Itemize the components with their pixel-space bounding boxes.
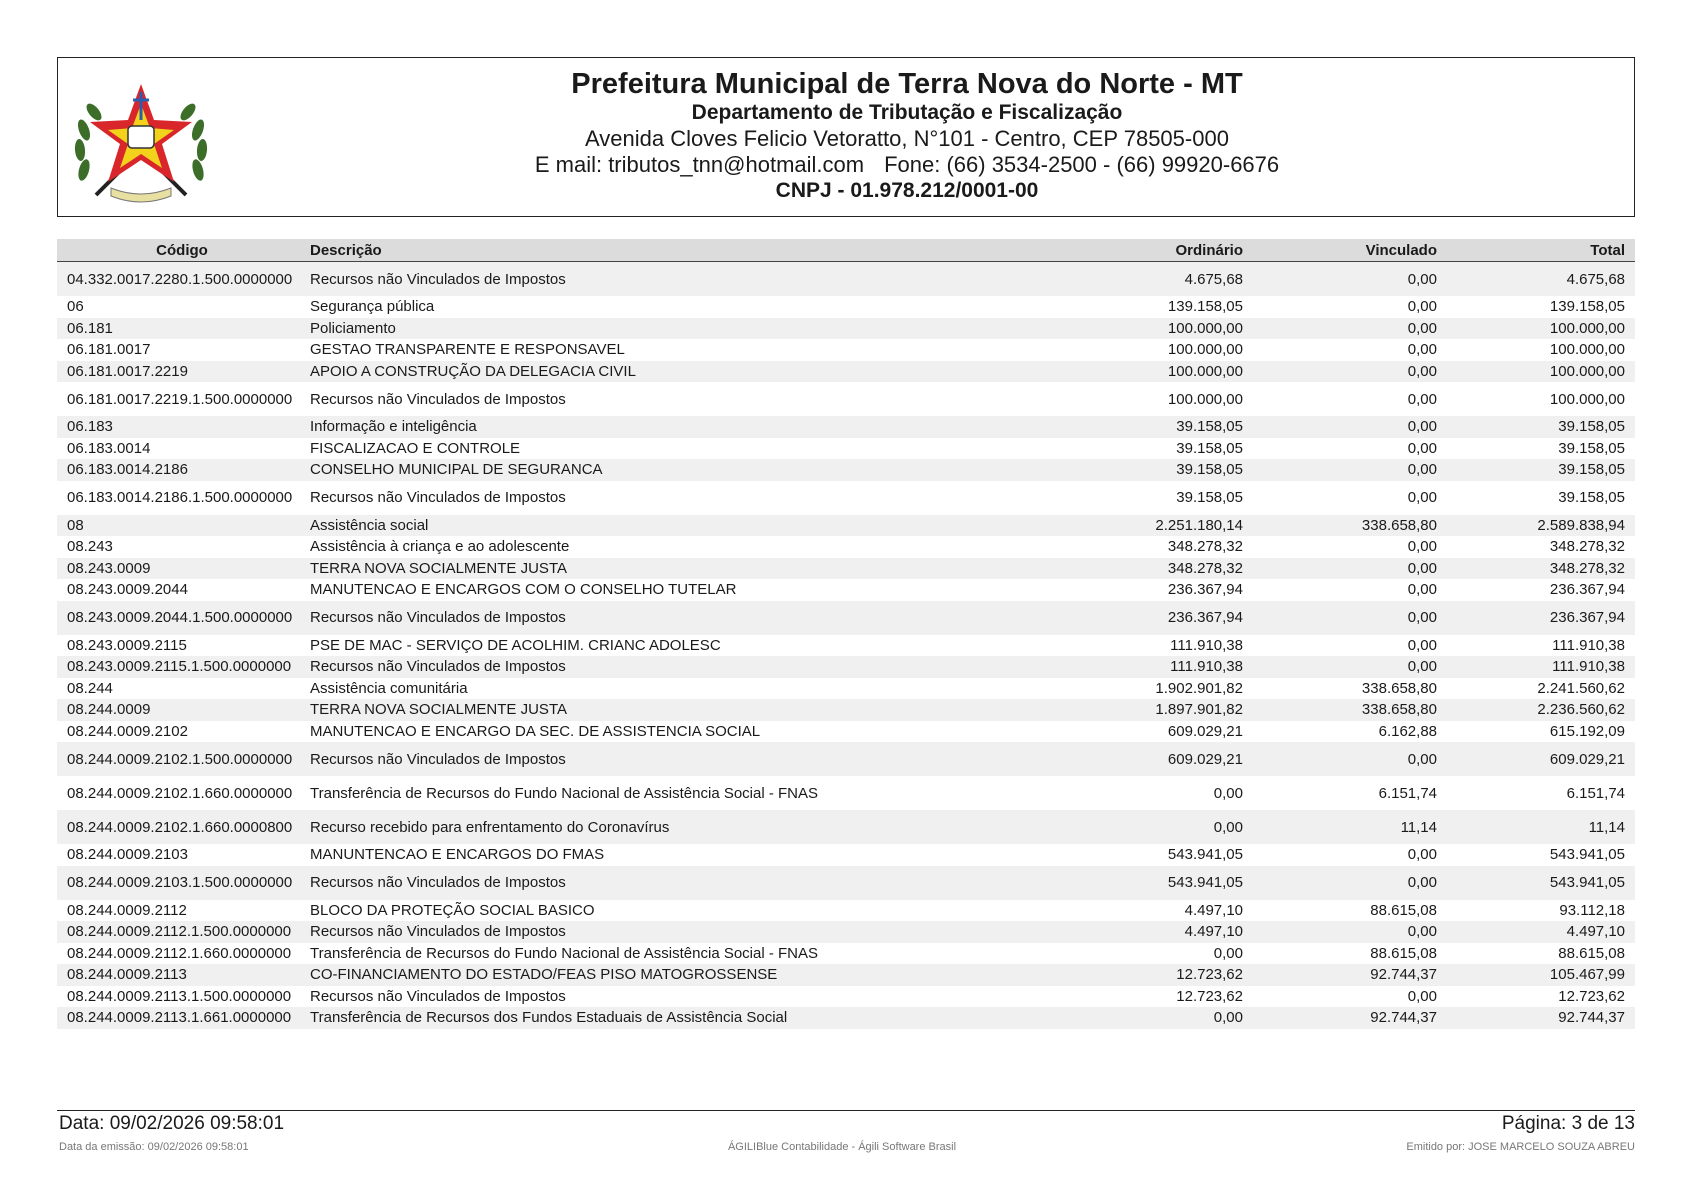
cell-description: Transferência de Recursos do Fundo Nacional de Assistência Social - FNAS xyxy=(310,784,819,802)
cell-code: 08.243.0009.2044 xyxy=(67,581,188,599)
cell-ordinario: 100.000,00 xyxy=(1167,341,1243,359)
cell-ordinario: 0,00 xyxy=(1213,944,1243,962)
cell-description: Assistência à criança e ao adolescente xyxy=(310,538,570,556)
footer-date: Data: 09/02/2026 09:58:01 xyxy=(59,1113,285,1134)
cell-total: 100.000,00 xyxy=(1549,319,1625,337)
cell-total: 4.497,10 xyxy=(1566,923,1625,941)
software-credit: ÁGILIBlue Contabilidade - Ágili Software Brasil xyxy=(727,1141,957,1153)
cell-description: Transferência de Recursos dos Fundos Estaduais de Assistência Social xyxy=(310,1009,788,1027)
table-row xyxy=(57,579,1635,601)
cell-code: 08.243 xyxy=(67,538,113,556)
cell-total: 88.615,08 xyxy=(1558,944,1625,962)
cell-vinculado: 0,00 xyxy=(1407,581,1437,599)
budget-table xyxy=(57,239,1635,1029)
table-row xyxy=(57,296,1635,318)
cell-total: 100.000,00 xyxy=(1549,362,1625,380)
cell-total: 93.112,18 xyxy=(1559,901,1625,919)
cell-description: Recursos não Vinculados de Impostos xyxy=(310,874,566,891)
cell-vinculado: 88.615,08 xyxy=(1370,944,1437,962)
cell-total: 139.158,05 xyxy=(1549,298,1625,316)
table-body xyxy=(57,262,1635,1029)
column-header-code: Código xyxy=(156,241,208,259)
cell-description: Recursos não Vinculados de Impostos xyxy=(310,609,566,626)
cell-vinculado: 0,00 xyxy=(1407,923,1437,941)
cell-description: PSE DE MAC - SERVIÇO DE ACOLHIM. CRIANC ADOLESC xyxy=(310,636,721,654)
cell-description: FISCALIZACAO E CONTROLE xyxy=(310,439,521,457)
cell-code: 08.244.0009.2103.1.500.0000000 xyxy=(67,874,293,891)
cell-code: 08.243.0009 xyxy=(67,559,151,577)
cell-total: 543.941,05 xyxy=(1549,846,1625,864)
cell-total: 111.910,38 xyxy=(1552,658,1625,676)
cell-ordinario: 100.000,00 xyxy=(1167,319,1243,337)
cell-ordinario: 12.723,62 xyxy=(1176,987,1243,1005)
table-row xyxy=(57,721,1635,743)
cell-code: 06.181.0017 xyxy=(67,341,151,359)
cell-code: 08.244.0009.2113.1.500.0000000 xyxy=(67,987,292,1005)
cell-description: CO-FINANCIAMENTO DO ESTADO/FEAS PISO MATOGROSSENSE xyxy=(310,966,778,984)
cnpj-line: CNPJ - 01.978.212/0001-00 xyxy=(775,179,1039,202)
table-row xyxy=(57,776,1635,810)
cell-code: 08.244.0009.2112.1.500.0000000 xyxy=(67,923,292,941)
table-row xyxy=(57,943,1635,965)
cell-description: Transferência de Recursos do Fundo Nacional de Assistência Social - FNAS xyxy=(310,944,819,962)
column-header-total: Total xyxy=(1590,241,1625,259)
cell-code: 08.244.0009.2112 xyxy=(67,901,187,919)
table-row xyxy=(57,866,1635,900)
page-number: Página: 3 de 13 xyxy=(1501,1113,1635,1134)
email-text: E mail: tributos_tnn@hotmail.com xyxy=(534,152,865,177)
cell-total: 100.000,00 xyxy=(1549,390,1625,408)
municipality-title: Prefeitura Municipal de Terra Nova do Norte - MT xyxy=(571,68,1243,100)
table-row xyxy=(57,810,1635,844)
cell-total: 609.029,21 xyxy=(1549,750,1625,768)
table-row xyxy=(57,339,1635,361)
cell-ordinario: 4.497,10 xyxy=(1184,923,1243,941)
cell-total: 11,14 xyxy=(1588,818,1625,836)
cell-ordinario: 236.367,94 xyxy=(1167,609,1243,626)
cell-description: Recursos não Vinculados de Impostos xyxy=(310,658,566,676)
cell-ordinario: 39.158,05 xyxy=(1176,461,1243,479)
cell-total: 4.675,68 xyxy=(1566,270,1625,288)
table-row xyxy=(57,382,1635,416)
cell-total: 39.158,05 xyxy=(1558,489,1625,506)
issued-by: Emitido por: JOSE MARCELO SOUZA ABREU xyxy=(1406,1141,1635,1153)
table-row xyxy=(57,318,1635,340)
table-row xyxy=(57,558,1635,580)
cell-vinculado: 0,00 xyxy=(1407,846,1437,864)
cell-ordinario: 348.278,32 xyxy=(1167,538,1243,556)
cell-code: 06 xyxy=(67,298,84,316)
cell-description: Segurança pública xyxy=(310,298,435,316)
cell-description: Policiamento xyxy=(310,319,396,337)
cell-description: Assistência comunitária xyxy=(310,679,468,697)
cell-total: 39.158,05 xyxy=(1558,461,1625,479)
cell-total: 100.000,00 xyxy=(1549,341,1625,359)
table-row xyxy=(57,536,1635,558)
cell-code: 08.244.0009.2102 xyxy=(67,722,188,740)
cell-total: 105.467,99 xyxy=(1549,966,1625,984)
cell-description: Recursos não Vinculados de Impostos xyxy=(310,923,566,941)
cell-total: 2.241.560,62 xyxy=(1537,679,1625,697)
cell-vinculado: 92.744,37 xyxy=(1370,966,1437,984)
cell-vinculado: 0,00 xyxy=(1407,489,1437,506)
cell-total: 615.192,09 xyxy=(1549,722,1625,740)
cell-vinculado: 0,00 xyxy=(1407,538,1437,556)
cell-code: 06.181 xyxy=(67,319,113,337)
cell-vinculado: 338.658,80 xyxy=(1361,701,1437,719)
cell-ordinario: 236.367,94 xyxy=(1167,581,1243,599)
cell-code: 08.244.0009.2113 xyxy=(67,966,187,984)
cell-description: Assistência social xyxy=(310,516,429,534)
table-header xyxy=(57,239,1635,262)
cell-description: Recursos não Vinculados de Impostos xyxy=(310,489,566,506)
cell-code: 08.244.0009.2102.1.660.0000000 xyxy=(67,784,293,802)
cell-ordinario: 100.000,00 xyxy=(1167,362,1243,380)
cell-code: 06.181.0017.2219 xyxy=(67,362,188,380)
table-row xyxy=(57,459,1635,481)
emission-date: Data da emissão: 09/02/2026 09:58:01 xyxy=(59,1141,249,1153)
cell-ordinario: 543.941,05 xyxy=(1167,874,1243,891)
table-row xyxy=(57,601,1635,635)
cell-vinculado: 0,00 xyxy=(1407,874,1437,891)
table-row xyxy=(57,1007,1635,1029)
cell-code: 08.243.0009.2115.1.500.0000000 xyxy=(67,658,292,676)
cell-description: TERRA NOVA SOCIALMENTE JUSTA xyxy=(310,559,567,577)
cell-vinculado: 0,00 xyxy=(1407,319,1437,337)
cell-vinculado: 338.658,80 xyxy=(1361,516,1437,534)
cell-vinculado: 0,00 xyxy=(1407,609,1437,626)
table-row xyxy=(57,438,1635,460)
cell-vinculado: 0,00 xyxy=(1407,636,1437,654)
cell-description: TERRA NOVA SOCIALMENTE JUSTA xyxy=(310,701,567,719)
cell-ordinario: 100.000,00 xyxy=(1167,390,1243,408)
cell-code: 06.183.0014.2186.1.500.0000000 xyxy=(67,489,293,506)
cell-code: 08.243.0009.2044.1.500.0000000 xyxy=(67,609,293,626)
cell-description: APOIO A CONSTRUÇÃO DA DELEGACIA CIVIL xyxy=(310,362,636,380)
cell-total: 39.158,05 xyxy=(1558,418,1625,436)
cell-code: 06.183 xyxy=(67,418,113,436)
cell-code: 08.244.0009.2102.1.660.0000800 xyxy=(67,818,293,836)
cell-vinculado: 0,00 xyxy=(1407,750,1437,768)
cell-description: GESTAO TRANSPARENTE E RESPONSAVEL xyxy=(310,341,625,359)
cell-ordinario: 139.158,05 xyxy=(1167,298,1243,316)
table-row xyxy=(57,678,1635,700)
cell-total: 543.941,05 xyxy=(1549,874,1625,891)
contact-line xyxy=(118,152,1684,178)
report-header xyxy=(57,57,1635,217)
cell-ordinario: 4.497,10 xyxy=(1184,901,1243,919)
cell-ordinario: 1.897.901,82 xyxy=(1155,701,1243,719)
cell-description: Recursos não Vinculados de Impostos xyxy=(310,750,566,768)
cell-vinculado: 0,00 xyxy=(1407,362,1437,380)
cell-total: 6.151,74 xyxy=(1566,784,1625,802)
cell-ordinario: 0,00 xyxy=(1213,818,1243,836)
cell-ordinario: 609.029,21 xyxy=(1167,722,1243,740)
header-text-block xyxy=(118,68,1684,204)
table-row xyxy=(57,900,1635,922)
footer-divider xyxy=(57,1110,1635,1111)
cell-code: 08 xyxy=(67,516,84,534)
cell-vinculado: 338.658,80 xyxy=(1361,679,1437,697)
cell-total: 12.723,62 xyxy=(1558,987,1625,1005)
cell-vinculado: 6.151,74 xyxy=(1378,784,1437,802)
cell-code: 08.244.0009.2112.1.660.0000000 xyxy=(67,944,292,962)
cell-code: 08.244.0009.2103 xyxy=(67,846,188,864)
cell-ordinario: 111.910,38 xyxy=(1170,636,1243,654)
cell-vinculado: 11,14 xyxy=(1400,818,1437,836)
cell-code: 06.183.0014 xyxy=(67,439,151,457)
cell-vinculado: 0,00 xyxy=(1407,987,1437,1005)
cell-total: 92.744,37 xyxy=(1558,1009,1625,1027)
cell-vinculado: 0,00 xyxy=(1407,658,1437,676)
column-header-ordinario: Ordinário xyxy=(1175,241,1243,259)
cell-ordinario: 39.158,05 xyxy=(1176,418,1243,436)
table-row xyxy=(57,986,1635,1008)
cell-ordinario: 543.941,05 xyxy=(1167,846,1243,864)
table-row xyxy=(57,481,1635,515)
cell-description: MANUTENCAO E ENCARGOS COM O CONSELHO TUTELAR xyxy=(310,581,737,599)
cell-code: 08.243.0009.2115 xyxy=(67,636,187,654)
cell-ordinario: 1.902.901,82 xyxy=(1155,679,1243,697)
table-row xyxy=(57,699,1635,721)
cell-code: 08.244 xyxy=(67,679,113,697)
cell-ordinario: 2.251.180,14 xyxy=(1155,516,1243,534)
table-row xyxy=(57,844,1635,866)
cell-total: 39.158,05 xyxy=(1558,439,1625,457)
cell-description: MANUTENCAO E ENCARGO DA SEC. DE ASSISTENCIA SOCIAL xyxy=(310,722,761,740)
department-name: Departamento de Tributação e Fiscalização xyxy=(691,101,1123,124)
cell-ordinario: 4.675,68 xyxy=(1184,270,1243,288)
cell-code: 06.181.0017.2219.1.500.0000000 xyxy=(67,390,293,408)
cell-total: 236.367,94 xyxy=(1549,581,1625,599)
cell-code: 08.244.0009.2102.1.500.0000000 xyxy=(67,750,293,768)
table-row xyxy=(57,921,1635,943)
cell-total: 236.367,94 xyxy=(1549,609,1625,626)
cell-total: 348.278,32 xyxy=(1549,538,1625,556)
column-header-vinculado: Vinculado xyxy=(1365,241,1437,259)
cell-vinculado: 0,00 xyxy=(1407,270,1437,288)
cell-vinculado: 0,00 xyxy=(1407,418,1437,436)
table-row xyxy=(57,656,1635,678)
cell-ordinario: 39.158,05 xyxy=(1176,489,1243,506)
cell-ordinario: 609.029,21 xyxy=(1167,750,1243,768)
cell-vinculado: 0,00 xyxy=(1407,298,1437,316)
cell-vinculado: 0,00 xyxy=(1407,390,1437,408)
cell-vinculado: 0,00 xyxy=(1407,341,1437,359)
cell-description: MANUNTENCAO E ENCARGOS DO FMAS xyxy=(310,846,605,864)
cell-ordinario: 0,00 xyxy=(1213,1009,1243,1027)
cell-total: 111.910,38 xyxy=(1552,636,1625,654)
cell-ordinario: 12.723,62 xyxy=(1176,966,1243,984)
cell-code: 08.244.0009 xyxy=(67,701,151,719)
cell-code: 04.332.0017.2280.1.500.0000000 xyxy=(67,270,293,288)
phone-text: Fone: (66) 3534-2500 - (66) 99920-6676 xyxy=(884,152,1280,177)
cell-total: 348.278,32 xyxy=(1549,559,1625,577)
cell-ordinario: 111.910,38 xyxy=(1170,658,1243,676)
cell-description: Recursos não Vinculados de Impostos xyxy=(310,270,566,288)
table-row xyxy=(57,416,1635,438)
cell-code: 06.183.0014.2186 xyxy=(67,461,188,479)
cell-total: 2.236.560,62 xyxy=(1537,701,1625,719)
table-row xyxy=(57,262,1635,296)
cell-description: Recursos não Vinculados de Impostos xyxy=(310,987,566,1005)
cell-vinculado: 0,00 xyxy=(1407,559,1437,577)
cell-code: 08.244.0009.2113.1.661.0000000 xyxy=(67,1009,292,1027)
cell-vinculado: 6.162,88 xyxy=(1378,722,1437,740)
cell-ordinario: 39.158,05 xyxy=(1176,439,1243,457)
table-row xyxy=(57,361,1635,383)
table-row xyxy=(57,964,1635,986)
cell-vinculado: 0,00 xyxy=(1407,461,1437,479)
cell-vinculado: 0,00 xyxy=(1407,439,1437,457)
cell-ordinario: 348.278,32 xyxy=(1167,559,1243,577)
cell-description: Recursos não Vinculados de Impostos xyxy=(310,390,566,408)
cell-total: 2.589.838,94 xyxy=(1537,516,1625,534)
table-row xyxy=(57,635,1635,657)
cell-vinculado: 88.615,08 xyxy=(1370,901,1437,919)
column-header-description: Descrição xyxy=(310,241,382,259)
table-row xyxy=(57,742,1635,776)
address-line: Avenida Cloves Felicio Vetoratto, N°101 - Centro, CEP 78505-000 xyxy=(585,126,1229,151)
cell-description: CONSELHO MUNICIPAL DE SEGURANCA xyxy=(310,461,603,479)
cell-ordinario: 0,00 xyxy=(1213,784,1243,802)
cell-description: BLOCO DA PROTEÇÃO SOCIAL BASICO xyxy=(310,901,595,919)
cell-description: Recurso recebido para enfrentamento do Coronavírus xyxy=(310,818,670,836)
cell-description: Informação e inteligência xyxy=(310,418,477,436)
table-row xyxy=(57,515,1635,537)
cell-vinculado: 92.744,37 xyxy=(1370,1009,1437,1027)
